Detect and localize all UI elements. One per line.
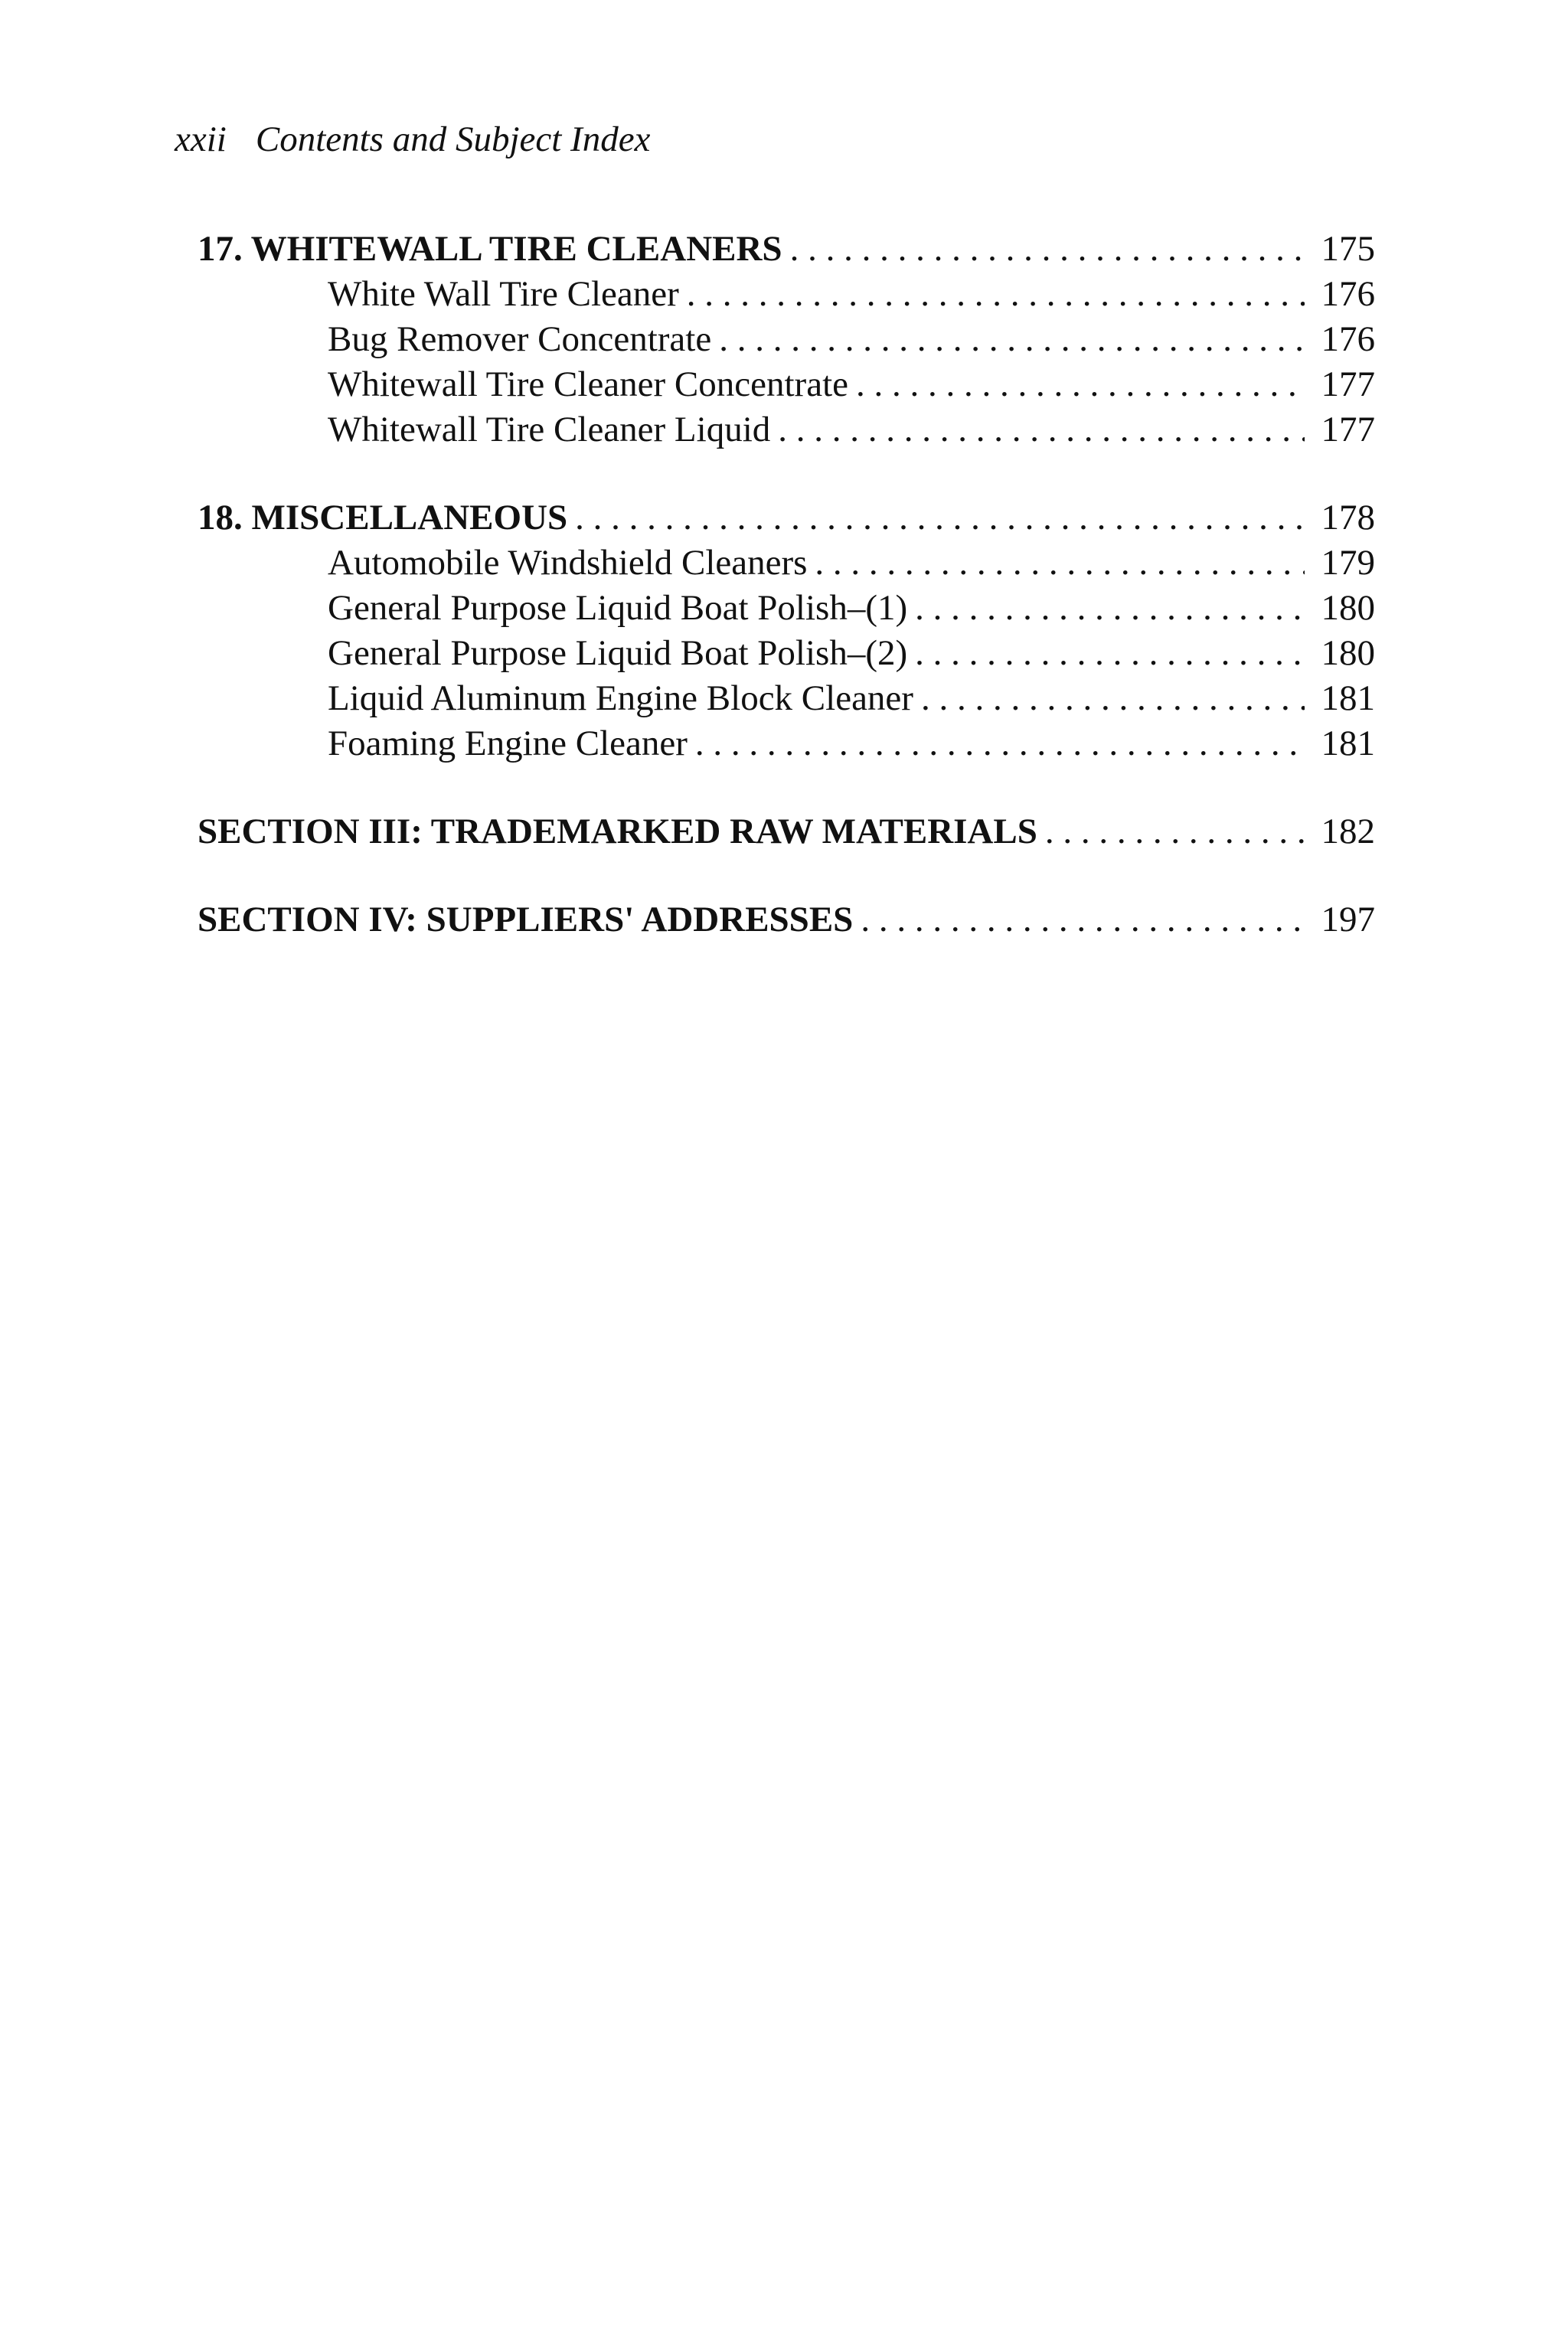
toc-entry-label: Liquid Aluminum Engine Block Cleaner [328,678,913,718]
dot-leader [815,541,1305,586]
dot-leader [1045,809,1305,854]
toc-item[interactable] [198,721,1375,766]
toc-item[interactable] [198,676,1375,721]
toc-item[interactable] [198,362,1375,407]
toc-page-number: 175 [1321,229,1375,269]
toc-entry-label: SECTION IV: SUPPLIERS' ADDRESSES [198,900,854,939]
dot-leader [861,897,1305,942]
toc-item[interactable] [198,407,1375,452]
toc-page-number: 180 [1321,633,1375,673]
spacer [198,854,1375,897]
toc-entry-label: 17. WHITEWALL TIRE CLEANERS [198,229,782,269]
toc-chapter-18[interactable] [198,495,1375,541]
toc-page-number: 178 [1321,498,1375,537]
dot-leader [575,495,1305,541]
dot-leader [915,586,1305,631]
toc-entry-label: Foaming Engine Cleaner [328,724,688,763]
toc-page-number: 179 [1321,543,1375,583]
toc-item[interactable] [198,631,1375,676]
toc-entry-label: Whitewall Tire Cleaner Liquid [328,410,771,449]
dot-leader [790,227,1305,272]
toc-item[interactable] [198,541,1375,586]
dot-leader [719,317,1305,362]
toc-page-number: 177 [1321,410,1375,449]
dot-leader [921,676,1305,721]
page-folio: xxii [175,119,227,159]
toc-page-number: 180 [1321,588,1375,628]
page-title: Contents and Subject Index [255,119,651,159]
toc-section-4[interactable] [198,897,1375,942]
toc-item[interactable] [198,317,1375,362]
toc-section-3[interactable] [198,809,1375,854]
spacer [198,766,1375,809]
toc-entry-label: Whitewall Tire Cleaner Concentrate [328,364,848,404]
dot-leader [687,272,1305,317]
toc-page-number: 197 [1321,900,1375,939]
table-of-contents [198,227,1375,942]
toc-entry-label: 18. MISCELLANEOUS [198,498,568,537]
dot-leader [695,721,1305,766]
dot-leader [856,362,1305,407]
dot-leader [778,407,1305,452]
toc-item[interactable] [198,586,1375,631]
toc-page-number: 181 [1321,724,1375,763]
toc-chapter-17[interactable] [198,227,1375,272]
toc-page-number: 182 [1321,812,1375,851]
toc-page-number: 181 [1321,678,1375,718]
toc-entry-label: Automobile Windshield Cleaners [328,543,808,583]
toc-item[interactable] [198,272,1375,317]
toc-page-number: 176 [1321,319,1375,359]
toc-entry-label: Bug Remover Concentrate [328,319,712,359]
dot-leader [915,631,1305,676]
toc-page-number: 176 [1321,274,1375,314]
toc-page-number: 177 [1321,364,1375,404]
running-head [175,119,650,160]
toc-entry-label: General Purpose Liquid Boat Polish–(2) [328,633,908,673]
toc-entry-label: General Purpose Liquid Boat Polish–(1) [328,588,908,628]
spacer [198,452,1375,495]
toc-entry-label: SECTION III: TRADEMARKED RAW MATERIALS [198,812,1037,851]
toc-entry-label: White Wall Tire Cleaner [328,274,679,314]
